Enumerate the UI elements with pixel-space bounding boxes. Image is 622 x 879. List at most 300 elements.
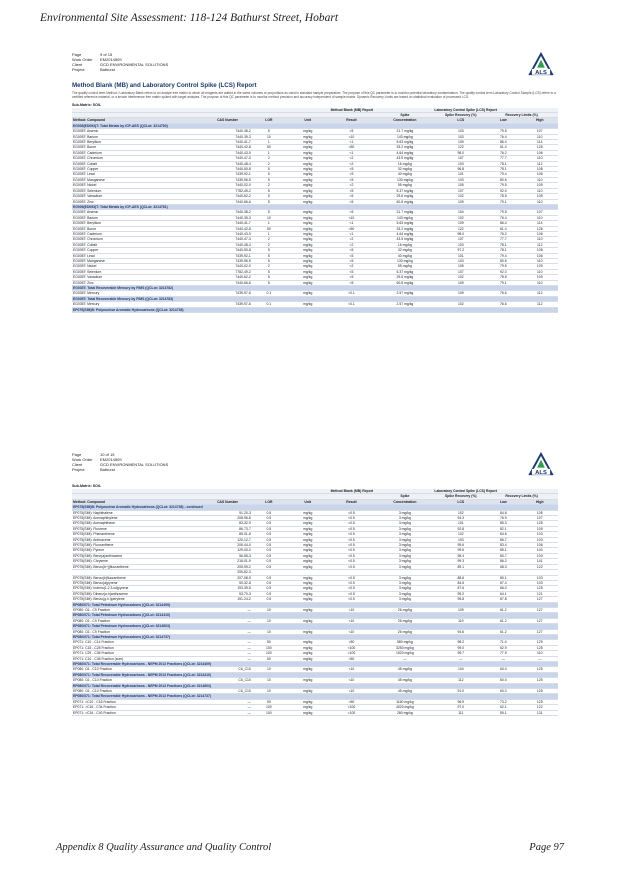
table-cell: 7440-48-4 [203,161,252,166]
table-cell: 100 [522,553,558,558]
table-cell: 0.5 [252,575,286,580]
table-cell: EP071: C29 - C36 Fraction [72,651,203,656]
table-cell: mg/kg [286,253,330,258]
table-cell: 3 mg/kg [373,548,436,553]
table-cell: <1 [330,140,374,145]
table-cell: 109 [522,194,558,199]
table-cell: <50 [330,699,374,704]
table-cell: 94.6 [436,629,485,634]
table-cell: 2 [252,161,286,166]
table-cell: 98.4 [436,553,485,558]
table-cell: — [203,705,252,710]
table-cell: 33.2 mg/kg [373,226,436,231]
table-cell: 103 [522,580,558,585]
table-cell: <5 [330,194,374,199]
table-cell: EG005T: Cobalt [72,242,203,247]
table-cell: <50 [330,640,374,645]
report-page-10 [72,452,558,716]
table-cell: 106 [522,231,558,236]
table-cell: 102 [436,275,485,280]
table-cell: 100 [252,705,286,710]
sub-matrix: Sub-Matrix: SOIL [72,484,102,488]
table-cell: 80.6 [485,177,521,182]
table-cell: <50 [330,226,374,231]
table-cell: — [203,710,252,715]
table-cell: mg/kg [286,302,330,307]
table-cell: — [485,656,521,661]
table-cell: 55 mg/kg [373,183,436,188]
table-cell: 110 [522,156,558,161]
table-cell: 79.5 [485,264,521,269]
group-label: EP080/071: Total Petroleum Hydrocarbons (QCLot: 3214409) [72,602,558,607]
table-cell: 107 [436,269,485,274]
table-cell: <10 [330,215,374,220]
table-cell: <5 [330,269,374,274]
table-cell: 95.8 [436,597,485,602]
table-cell: 127 [522,618,558,623]
footer-appendix: Appendix 8 Quality Assurance and Quality Control [56,842,272,853]
meta-value: EM2014509 [100,57,122,62]
table-cell: mg/kg [286,516,330,521]
table-cell: EP075(SIM): Benzo(k)fluoranthene [72,575,203,580]
table-cell: 60.0 [485,667,521,672]
table-cell: EG005T: Cadmium [72,150,203,155]
table-cell: <10 [330,629,374,634]
table-cell: 107 [522,516,558,521]
table-cell: 80.7 [485,553,521,558]
table-cell: 5 [252,258,286,263]
table-cell: 10 [252,618,286,623]
table-cell: 280 mg/kg [373,710,436,715]
table-cell: mg/kg [286,221,330,226]
table-cell: 0.5 [252,526,286,531]
column-header: Result [330,118,374,123]
column-header: Method: Compound [72,118,203,123]
table-cell: 78.5 [485,275,521,280]
group-label: EP080/071: Total Recoverable Hydrocarbons - NEPM 2013 Fractions (QCLot: 3214409) [72,662,558,667]
table-cell: 120-12-7 [203,537,252,542]
table-cell: 7440-42-8 [203,145,252,150]
table-cell: EP075(SIM): Chrysene [72,559,203,564]
table-cell: EP075(SIM): Indeno(1.2.3.cd)pyrene [72,586,203,591]
table-cell: 84.6 [485,532,521,537]
table-cell: 76.2 [485,150,521,155]
table-cell: 3 mg/kg [373,521,436,526]
table-cell: <5 [330,172,374,177]
table-cell: 0.5 [252,543,286,548]
table-cell: 76.4 [485,215,521,220]
table-cell: 2 [252,242,286,247]
meta-value: Bathurst [100,67,115,72]
table-cell: <0.5 [330,526,374,531]
table-cell: mg/kg [286,548,330,553]
table-cell: 5.37 mg/kg [373,188,436,193]
table-cell: 109 [522,183,558,188]
table-cell: mg/kg [286,258,330,263]
table-cell: 107 [436,237,485,242]
table-cell: 3 mg/kg [373,526,436,531]
table-cell: 61.4 [485,226,521,231]
meta-value: GCD ENVIRONMENTAL SOLUTIONS [100,462,169,467]
table-cell: EP075(SIM): Benzo(b+j)fluoranthene [72,564,203,569]
table-cell: 29.6 mg/kg [373,275,436,280]
table-cell: 78.1 [485,161,521,166]
table-cell: EP075(SIM): Benzo(g.h.i)perylene [72,597,203,602]
table-cell: <10 [330,134,374,139]
table-cell: 2.57 mg/kg [373,302,436,307]
table-cell: 89.1 [436,564,485,569]
table-cell: mg/kg [286,678,330,683]
table-cell: 92.0 [485,188,521,193]
table-cell: EP080: C6 - C10 Fraction [72,678,203,683]
table-cell: 92.8 [436,526,485,531]
table-cell: 73.2 [485,699,521,704]
lcs-header: Laboratory Control Spike (LCS) Report [373,108,558,113]
table-cell: 5.63 mg/kg [373,140,436,145]
table-cell: mg/kg [286,591,330,596]
table-cell: mg/kg [286,553,330,558]
mb-header: Method Blank (MB) Report [330,489,374,493]
table-cell: <2 [330,242,374,247]
table-cell: <5 [330,177,374,182]
table-cell: 125 [522,678,558,683]
table-cell: <0.1 [330,302,374,307]
table-cell: mg/kg [286,645,330,650]
table-cell: EP075(SIM): Acenaphthylene [72,516,203,521]
table-cell: <0.5 [330,537,374,542]
table-cell: 110 [522,215,558,220]
table-cell: <50 [330,656,374,661]
table-cell: 10 [252,607,286,612]
table-cell: 122 [436,226,485,231]
table-cell: 26 mg/kg [373,607,436,612]
table-cell: mg/kg [286,618,330,623]
table-cell: mg/kg [286,264,330,269]
table-cell: <5 [330,129,374,134]
table-cell: 110 [522,258,558,263]
table-cell: mg/kg [286,215,330,220]
table-cell: mg/kg [286,629,330,634]
table-cell: 109 [436,221,485,226]
table-cell: <0.5 [330,532,374,537]
table-cell: 16 mg/kg [373,242,436,247]
table-cell: 97.0 [436,705,485,710]
table-cell: 2 [252,264,286,269]
table-cell: <0.5 [330,580,374,585]
table-cell: 5 [252,248,286,253]
table-cell: mg/kg [286,183,330,188]
table-cell: 2.57 mg/kg [373,291,436,296]
table-cell: 82.1 [485,526,521,531]
table-cell: 101 [436,253,485,258]
column-header: LOR [252,118,286,123]
table-cell: 7439-92-1 [203,172,252,177]
table-cell: EG005T: Vanadium [72,194,203,199]
table-cell: mg/kg [286,140,330,145]
table-cell: EG035T: Mercury [72,302,203,307]
table-cell: 140 [522,548,558,553]
table-cell: 86.4 [485,221,521,226]
table-cell: 5 [252,172,286,177]
table-cell: EP075(SIM): Naphthalene [72,510,203,515]
table-cell: mg/kg [286,172,330,177]
table-cell: 5 [252,194,286,199]
table-cell: 10 [252,689,286,694]
table-cell: 208-96-8 [203,516,252,521]
table-cell: 106 [522,253,558,258]
table-cell: 21.7 mg/kg [373,129,436,134]
table-cell: EG005T: Beryllium [72,221,203,226]
table-cell: EG005T: Vanadium [72,275,203,280]
table-cell: 79.4 [485,172,521,177]
table-cell: 5.63 mg/kg [373,221,436,226]
table-cell: EP071: >C10 - C16 Fraction [72,699,203,704]
footer-page-number: Page 97 [529,842,564,853]
table-cell: <5 [330,253,374,258]
table-cell: 16 mg/kg [373,161,436,166]
table-cell: — [436,656,485,661]
table-cell: 104 [436,667,485,672]
table-cell: 103 [436,258,485,263]
table-cell: 55.1 [485,710,521,715]
table-cell: 109 [522,264,558,269]
table-cell: EP075(SIM): Acenaphthene [72,521,203,526]
table-cell: 103 [436,242,485,247]
table-cell: — [373,656,436,661]
table-cell: 106 [522,172,558,177]
table-cell: 99.0 [436,645,485,650]
table-cell: mg/kg [286,237,330,242]
table-cell: 102 [436,302,485,307]
table-cell: 105 [436,264,485,269]
group-row [72,307,558,312]
table-cell: EG005T: Nickel [72,183,203,188]
table-cell: <0.5 [330,521,374,526]
report-page-9 [72,52,558,313]
table-cell: 129-00-0 [203,548,252,553]
table-cell: <0.5 [330,591,374,596]
table-cell: 98.0 [436,150,485,155]
table-cell: 7440-43-9 [203,150,252,155]
table-cell: <2 [330,156,374,161]
table-cell: 100 [252,710,286,715]
table-cell: 130 mg/kg [373,258,436,263]
table-cell: 206-44-0 [203,543,252,548]
table-cell: mg/kg [286,199,330,204]
table-cell: 125 [522,586,558,591]
table-cell: 85-01-8 [203,532,252,537]
table-cell: 112 [522,302,558,307]
table-cell: EP071: >C34 - C40 Fraction [72,710,203,715]
table-cell: 7440-48-4 [203,242,252,247]
meta-key: Client [72,62,83,67]
table-cell: 126 [522,226,558,231]
table-cell: 79.5 [485,183,521,188]
table-cell: 114 [522,140,558,145]
spike-header: Spike [373,113,436,118]
table-cell: 109 [522,526,558,531]
table-cell: 21.7 mg/kg [373,210,436,215]
table-cell: 5 [252,269,286,274]
table-cell: <10 [330,607,374,612]
table-cell: 5 [252,253,286,258]
table-cell: 79.5 [485,210,521,215]
table-cell: 66.0 [485,586,521,591]
table-cell: mg/kg [286,537,330,542]
table-cell: 110 [522,237,558,242]
table-cell: 53-70-3 [203,591,252,596]
table-cell: <100 [330,710,374,715]
table-cell: 125 [522,667,558,672]
table-cell: 102 [436,194,485,199]
table-cell: EP075(SIM): Fluorene [72,526,203,531]
group-label: EG005(ED093)T: Total Metals by ICP-AES (QCLot: 3214780) [72,123,558,128]
table-cell: 10 [252,678,286,683]
table-cell: EG005T: Barium [72,134,203,139]
table-cell: 79.1 [485,280,521,285]
table-cell: 3 mg/kg [373,532,436,537]
table-cell: 3 mg/kg [373,543,436,548]
table-cell: 62.1 [485,705,521,710]
meta-key: Page [72,52,82,57]
table-cell: 7440-47-3 [203,237,252,242]
table-cell: EP080: C6 - C10 Fraction [72,667,203,672]
table-cell: mg/kg [286,129,330,134]
table-cell: 3 mg/kg [373,559,436,564]
table-cell: <1 [330,150,374,155]
table-cell: 83.4 [485,543,521,548]
table-cell: 43.5 mg/kg [373,156,436,161]
table-cell: mg/kg [286,532,330,537]
table-cell: mg/kg [286,710,330,715]
table-cell: 191-24-2 [203,597,252,602]
table-cell: 61.2 [485,618,521,623]
table-cell: 0.5 [252,516,286,521]
table-cell: mg/kg [286,521,330,526]
table-cell: <5 [330,258,374,263]
column-header: LCS [436,499,485,504]
table-cell: EP075(SIM): Anthracene [72,537,203,542]
table-cell: <0.5 [330,548,374,553]
table-cell: EG005T: Cadmium [72,231,203,236]
table-cell: 50 [252,656,286,661]
table-cell: 127 [522,597,558,602]
table-cell: 96.9 [436,699,485,704]
table-cell: EG005T: Boron [72,145,203,150]
table-cell: 110 [522,177,558,182]
table-cell: 126 [522,145,558,150]
table-cell: EP080: C6 - C9 Fraction [72,629,203,634]
table-cell: 7439-97-6 [203,291,252,296]
table-cell: mg/kg [286,167,330,172]
table-cell: 86-73-7 [203,526,252,531]
table-cell: <0.5 [330,543,374,548]
table-cell: 102 [436,215,485,220]
table-cell: 0.5 [252,591,286,596]
table-cell: <5 [330,275,374,280]
table-cell: <0.5 [330,597,374,602]
table-cell: mg/kg [286,269,330,274]
table-cell: 76.9 [485,516,521,521]
table-cell: mg/kg [286,194,330,199]
table-cell: 109 [436,280,485,285]
table-cell: 3 mg/kg [373,564,436,569]
table-cell: 112 [522,161,558,166]
table-cell: 104 [436,210,485,215]
column-header: Low [485,118,521,123]
table-cell: 1520 mg/kg [373,651,436,656]
table-cell: <10 [330,618,374,623]
table-cell: 7440-43-9 [203,231,252,236]
meta-key: Project [72,467,85,472]
table-cell: 7440-41-7 [203,221,252,226]
table-cell: 78.5 [485,194,521,199]
table-cell: EP080: C6 - C9 Fraction [72,618,203,623]
table-cell: 79.4 [485,253,521,258]
table-cell: EG005T: Cobalt [72,161,203,166]
table-cell: 5 [252,199,286,204]
table-cell: EP071: C10 - C36 Fraction (sum) [72,656,203,661]
table-cell: 76.4 [485,134,521,139]
table-cell: — [203,618,252,623]
table-cell: 77.7 [485,237,521,242]
table-cell: EG005T: Selenium [72,269,203,274]
table-cell: 97.2 [436,248,485,253]
table-cell: 10 [252,134,286,139]
table-cell: 110 [522,269,558,274]
table-cell: 5 [252,177,286,182]
table-cell: 7439-96-5 [203,258,252,263]
table-cell: <2 [330,237,374,242]
table-cell: 80.6 [485,258,521,263]
table-cell: 103 [522,537,558,542]
table-cell: EG005T: Lead [72,172,203,177]
table-cell: mg/kg [286,161,330,166]
recovery-limits-header: Recovery Limits (%) [485,494,558,499]
table-cell: 86.4 [485,140,521,145]
table-cell: 3 mg/kg [373,575,436,580]
table-cell: EP071: C15 - C28 Fraction [72,645,203,650]
table-cell: mg/kg [286,586,330,591]
table-cell: 99.6 [436,548,485,553]
table-cell: 7440-50-8 [203,248,252,253]
table-cell: <10 [330,689,374,694]
table-cell: — [203,629,252,634]
table-cell: 0.5 [252,586,286,591]
table-cell: 3 mg/kg [373,516,436,521]
table-cell: mg/kg [286,689,330,694]
table-cell: EP075(SIM): Dibenz(a.h)anthracene [72,591,203,596]
meta-value: 9 of 15 [100,52,113,57]
table-cell: 109 [522,275,558,280]
table-cell: 50 [252,145,286,150]
table-cell: mg/kg [286,607,330,612]
table-cell: 95.7 [436,651,485,656]
table-cell: 91-20-3 [203,510,252,515]
table-cell: <5 [330,188,374,193]
table-cell: EG005T: Beryllium [72,140,203,145]
table-cell: 0.5 [252,548,286,553]
table-cell: 3 mg/kg [373,580,436,585]
table-cell: 2 [252,156,286,161]
table-cell: EP075(SIM): Benzo(a)pyrene [72,580,203,585]
table-cell: 45 mg/kg [373,689,436,694]
table-cell: 103 [436,177,485,182]
table-cell: 78.1 [485,167,521,172]
column-header: CAS Number [203,499,252,504]
group-label: EP080/071: Total Recoverable Hydrocarbons - NEPM 2013 Fractions (QCLot: 3214410) [72,672,558,677]
table-cell: <0.5 [330,575,374,580]
